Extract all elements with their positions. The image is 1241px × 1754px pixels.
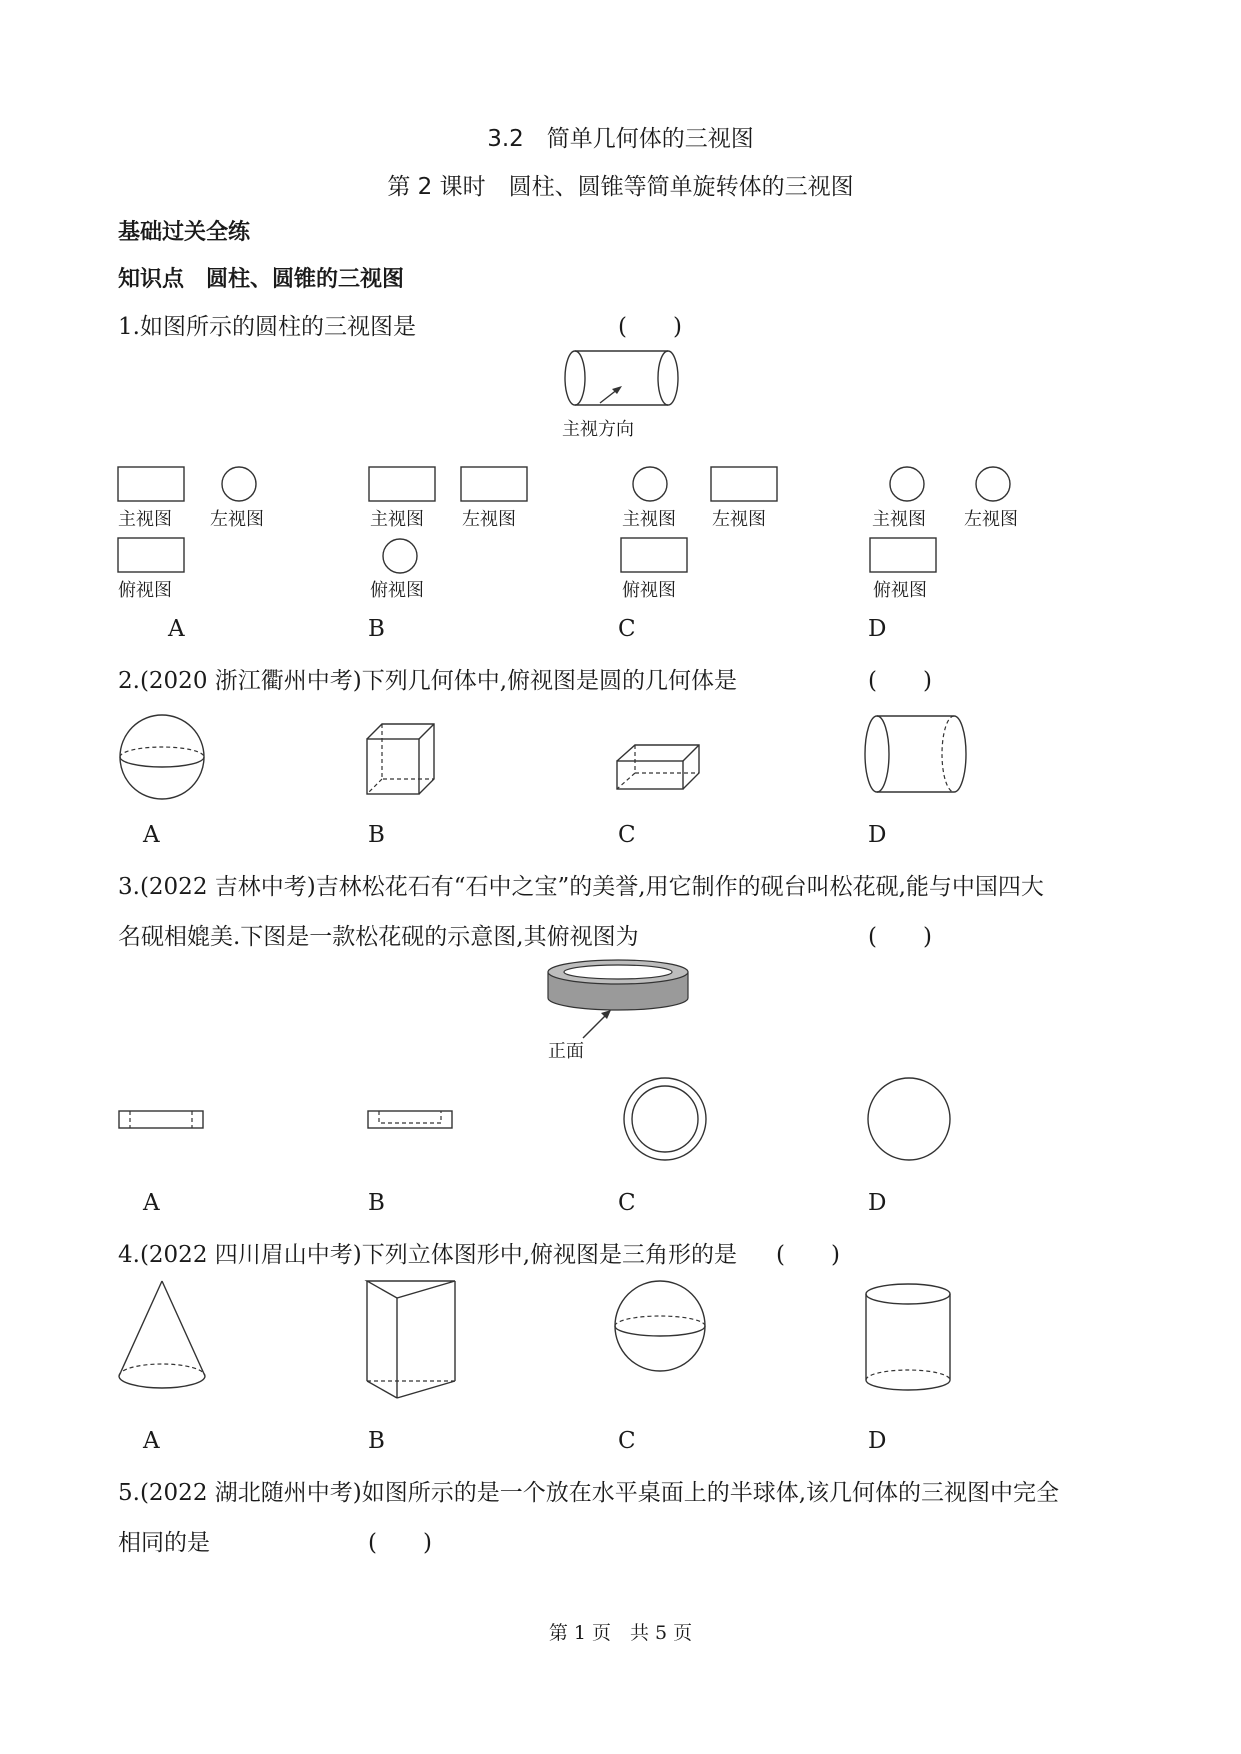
question-3-option-c: C xyxy=(618,1190,636,1216)
question-5-answer-blank: ( ) xyxy=(368,1530,432,1556)
option-c-left-view-rectangle xyxy=(710,466,778,502)
question-4-option-b: B xyxy=(368,1428,385,1454)
question-3-option-a-rectangle xyxy=(118,1110,204,1130)
option-c-left-view-label: 左视图 xyxy=(712,509,766,530)
page-footer: 第 1 页 共 5 页 xyxy=(548,1622,693,1644)
question-4-option-d: D xyxy=(868,1428,887,1454)
question-2-cube-icon xyxy=(365,722,437,798)
option-b-left-view-rectangle xyxy=(460,466,528,502)
option-a-top-view-rectangle xyxy=(117,537,185,573)
page-title: 3.2 简单几何体的三视图 xyxy=(487,126,754,152)
option-d-top-view-rectangle xyxy=(869,537,937,573)
question-4-cone-icon xyxy=(116,1278,208,1392)
option-d-left-view-circle xyxy=(974,465,1012,503)
option-b-top-view-label: 俯视图 xyxy=(370,580,424,601)
question-4-cylinder-icon xyxy=(863,1282,955,1396)
option-c-front-view-circle xyxy=(631,465,669,503)
option-b-front-view-label: 主视图 xyxy=(370,509,424,530)
question-5-text-line1: 5.(2022 湖北随州中考)如图所示的是一个放在水平桌面上的半球体,该几何体的三视图中完全 xyxy=(118,1480,1060,1506)
question-4-option-c: C xyxy=(618,1428,636,1454)
question-2-option-c: C xyxy=(618,822,636,848)
option-d-left-view-label: 左视图 xyxy=(964,509,1018,530)
question-1-cylinder-figure xyxy=(560,345,690,415)
page-subtitle: 第 2 课时 圆柱、圆锥等简单旋转体的三视图 xyxy=(387,174,854,200)
question-1-answer-blank: ( ) xyxy=(618,314,682,340)
question-4-option-a: A xyxy=(143,1428,160,1454)
option-c-top-view-rectangle xyxy=(620,537,688,573)
question-4-triangular-prism-icon xyxy=(364,1278,458,1402)
option-a-front-view-rectangle xyxy=(117,466,185,502)
question-2-text: 2.(2020 浙江衢州中考)下列几何体中,俯视图是圆的几何体是 xyxy=(118,668,738,694)
option-c-top-view-label: 俯视图 xyxy=(622,580,676,601)
question-3-option-c-ring xyxy=(622,1076,708,1162)
question-1-option-d: D xyxy=(868,616,887,642)
option-b-top-view-circle xyxy=(381,537,419,575)
question-1-option-c: C xyxy=(618,616,636,642)
question-3-figure-caption: 正面 xyxy=(548,1041,584,1062)
question-1-figure-caption: 主视方向 xyxy=(562,419,634,440)
question-4-text: 4.(2022 四川眉山中考)下列立体图形中,俯视图是三角形的是 xyxy=(118,1242,738,1268)
question-3-option-d: D xyxy=(868,1190,887,1216)
question-2-cuboid-icon xyxy=(615,743,701,793)
question-3-inkstone-figure xyxy=(545,960,695,1040)
option-d-front-view-circle xyxy=(888,465,926,503)
question-4-sphere-icon xyxy=(612,1276,710,1376)
option-a-left-view-label: 左视图 xyxy=(210,509,264,530)
question-3-option-b: B xyxy=(368,1190,385,1216)
question-3-option-d-circle xyxy=(866,1076,952,1162)
question-2-lying-cylinder-icon xyxy=(862,712,968,796)
question-2-answer-blank: ( ) xyxy=(868,668,932,694)
question-2-option-d: D xyxy=(868,822,887,848)
question-5-text-line2: 相同的是 xyxy=(118,1530,210,1556)
option-d-top-view-label: 俯视图 xyxy=(873,580,927,601)
option-b-front-view-rectangle xyxy=(368,466,436,502)
option-b-left-view-label: 左视图 xyxy=(462,509,516,530)
option-a-left-view-circle xyxy=(220,465,258,503)
question-1-text: 1.如图所示的圆柱的三视图是 xyxy=(118,314,416,340)
question-3-option-b-rectangle xyxy=(367,1110,453,1130)
question-3-text-line2: 名砚相媲美.下图是一款松花砚的示意图,其俯视图为 xyxy=(118,924,639,950)
section-heading-basic: 基础过关全练 xyxy=(118,220,251,245)
question-1-option-b: B xyxy=(368,616,385,642)
section-heading-knowledge-point: 知识点 圆柱、圆锥的三视图 xyxy=(118,267,405,292)
option-a-front-view-label: 主视图 xyxy=(118,509,172,530)
question-2-option-a: A xyxy=(143,822,160,848)
question-2-sphere-icon xyxy=(115,712,211,802)
option-d-front-view-label: 主视图 xyxy=(872,509,926,530)
question-1-option-a: A xyxy=(168,616,185,642)
question-4-answer-blank: ( ) xyxy=(776,1242,840,1268)
option-c-front-view-label: 主视图 xyxy=(622,509,676,530)
question-3-text-line1: 3.(2022 吉林中考)吉林松花石有“石中之宝”的美誉,用它制作的砚台叫松花砚,能与中国四大 xyxy=(118,874,1044,900)
question-3-option-a: A xyxy=(143,1190,160,1216)
question-3-answer-blank: ( ) xyxy=(868,924,932,950)
option-a-top-view-label: 俯视图 xyxy=(118,580,172,601)
question-2-option-b: B xyxy=(368,822,385,848)
